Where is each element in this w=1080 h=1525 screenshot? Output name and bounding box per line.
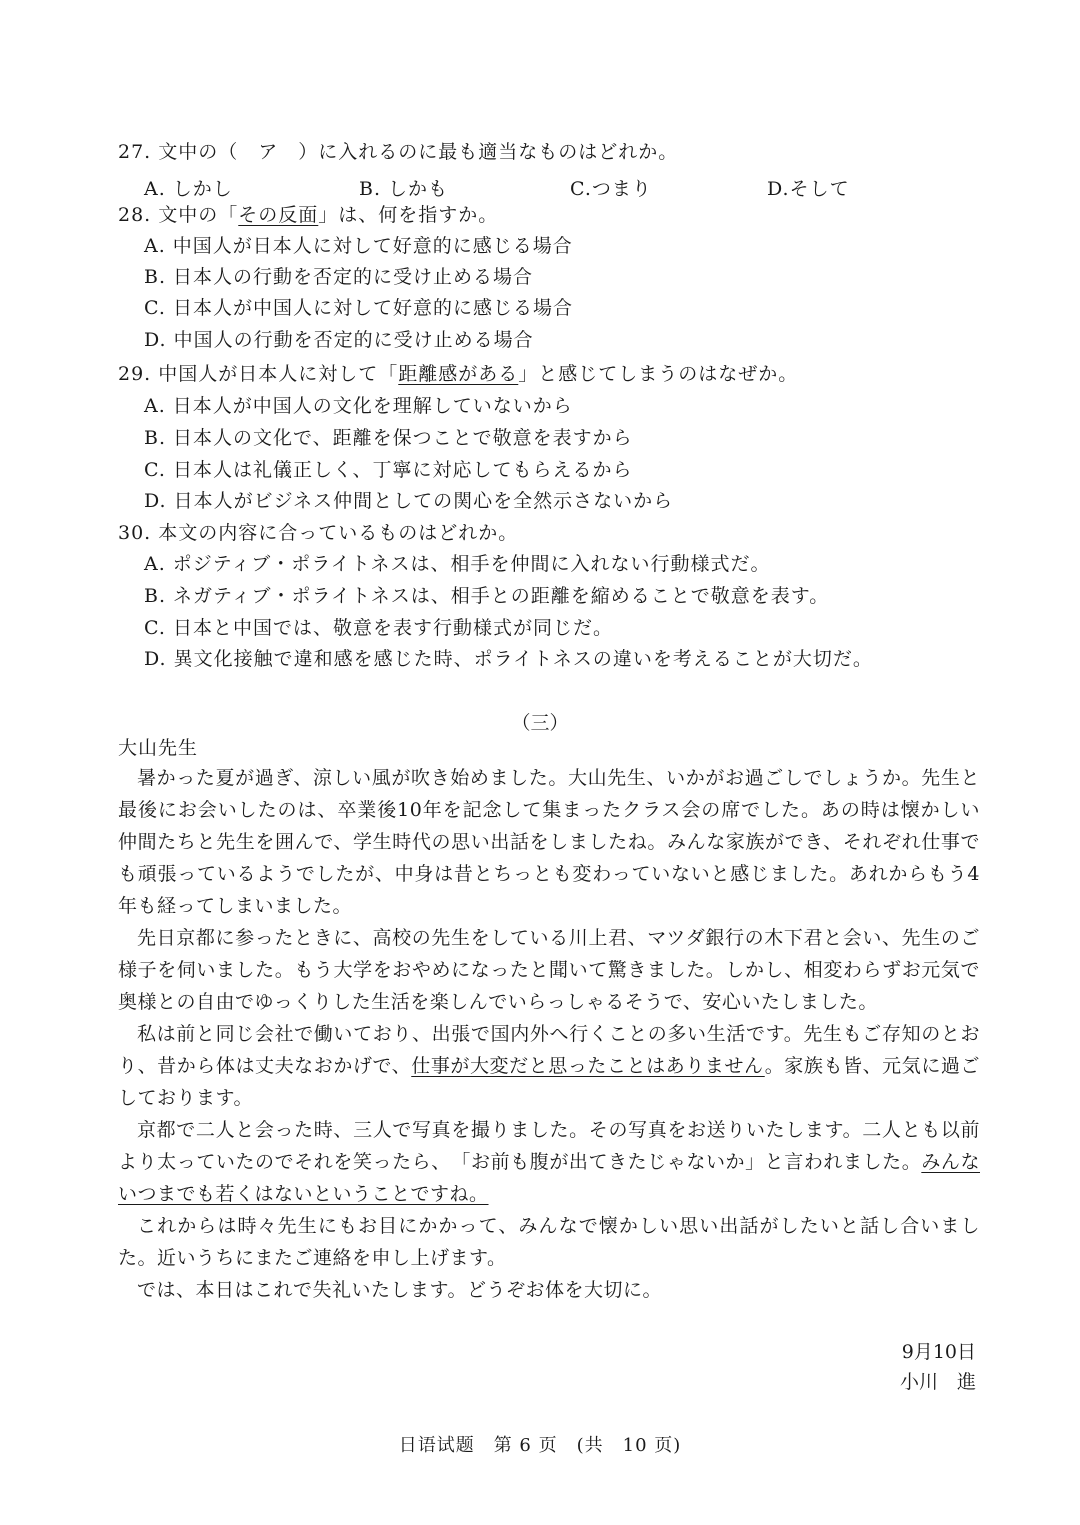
- question-29-underlined-phrase: 距離感がある: [398, 363, 519, 385]
- question-29-stem-post: 」と感じてしまうのはなぜか。: [518, 363, 799, 385]
- question-28-underlined-phrase: その反面: [238, 204, 319, 226]
- question-27-stem: 27. 文中の（ ア ）に入れるのに最も適当なものはどれか。: [118, 141, 679, 163]
- question-29-option-b: B. 日本人の文化で、距離を保つことで敬意を表すから: [144, 427, 633, 449]
- letter-paragraph-3: [118, 1018, 980, 1114]
- letter-date: 9月10日: [901, 1341, 976, 1363]
- question-28-stem-post: 」は、何を指すか。: [318, 204, 499, 226]
- question-30-option-b: B. ネガティブ・ポライトネスは、相手との距離を縮めることで敬意を表す。: [144, 585, 830, 607]
- section-title: （三）: [511, 712, 569, 734]
- letter-paragraph-4-pre: 京都で二人と会った時、三人で写真を撮りました。その写真をお送りいたします。二人とも以前より太っていたのでそれを笑ったら、 「お前も腹が出てきたじゃないか」と言われました。: [118, 1119, 980, 1173]
- letter-paragraph-6: では、本日はこれで失礼いたします。どうぞお体を大切に。: [137, 1279, 662, 1301]
- question-29-option-d: D. 日本人がビジネス仲間としての関心を全然示さないから: [144, 490, 674, 512]
- question-28-option-a: A. 中国人が日本人に対して好意的に感じる場合: [144, 235, 573, 257]
- question-28-stem-pre: 28. 文中の「: [118, 204, 239, 226]
- letter-signature: 小川 進: [899, 1371, 976, 1393]
- question-30-stem: 30. 本文の内容に合っているものはどれか。: [118, 522, 519, 544]
- letter-paragraph-1: 暑かった夏が過ぎ、涼しい風が吹き始めました。大山先生、いかがお過ごしでしょうか。先生と最後にお会いしたのは、卒業後10年を記念して集まったクラス会の席でした。あの時は懐かしい仲間たちと先生を囲んで、学生時代の思い出話をしましたね。みんな家族ができ、それぞれ仕事でも頑張っているようでしたが、中身は昔とちっとも変わっていないと感じました。あれからもう4年も経ってしまいました。: [118, 767, 980, 917]
- letter-paragraph-4: [118, 1114, 980, 1210]
- question-29-option-a: A. 日本人が中国人の文化を理解していないから: [144, 395, 573, 417]
- question-28-option-c: C. 日本人が中国人に対して好意的に感じる場合: [144, 297, 573, 319]
- question-27-option-a: A. しかし: [144, 178, 233, 200]
- question-28-option-d: D. 中国人の行動を否定的に受け止める場合: [144, 329, 534, 351]
- question-30-option-d: D. 異文化接触で違和感を感じた時、ポライトネスの違いを考えることが大切だ。: [144, 648, 873, 670]
- page-footer: 日语试题 第 6 页 (共 10 页): [398, 1435, 682, 1456]
- letter-paragraph-3-pre: 私は前と同じ会社で働いており、出張で国内外へ行くことの多い生活です。先生もご存知のとおり、昔から体は丈夫なおかげで、: [118, 1023, 980, 1077]
- question-28-stem: [118, 206, 498, 225]
- letter-paragraph-2: 先日京都に参ったときに、高校の先生をしている川上君、マツダ銀行の木下君と会い、先生のご様子を伺いました。もう大学をおやめになったと聞いて驚きました。しかし、相変わらずお元気で奥様との自由でゆっくりした生活を楽しんでいらっしゃるそうで、安心いたしました。: [118, 927, 980, 1013]
- letter-underlined-sentence-1: 仕事が大変だと思ったことはありません: [411, 1055, 765, 1077]
- question-27-option-d: D.そして: [767, 178, 850, 200]
- question-30-option-c: C. 日本と中国では、敬意を表す行動様式が同じだ。: [144, 617, 613, 639]
- question-27-options: [144, 174, 1004, 200]
- question-27-option-b: B. しかも: [359, 178, 449, 200]
- letter-body: [118, 762, 980, 1306]
- letter-paragraph-3-post: 。家族も皆、元気に過ごしております。: [118, 1055, 980, 1109]
- question-27-option-c: C.つまり: [570, 178, 652, 200]
- question-29-stem-pre: 29. 中国人が日本人に対して「: [118, 363, 399, 385]
- letter-salutation: 大山先生: [118, 737, 199, 759]
- question-29-stem: [118, 365, 798, 384]
- letter-underlined-sentence-2: みんないつまでも若くはないということですね。: [118, 1151, 980, 1205]
- question-28-option-b: B. 日本人の行動を否定的に受け止める場合: [144, 266, 534, 288]
- question-30-option-a: A. ポジティブ・ポライトネスは、相手を仲間に入れない行動様式だ。: [144, 553, 771, 575]
- question-29-option-c: C. 日本人は礼儀正しく、丁寧に対応してもらえるから: [144, 459, 633, 481]
- letter-paragraph-5: これからは時々先生にもお目にかかって、みんなで懐かしい思い出話がしたいと話し合いました。近いうちにまたご連絡を申し上げます。: [118, 1215, 980, 1269]
